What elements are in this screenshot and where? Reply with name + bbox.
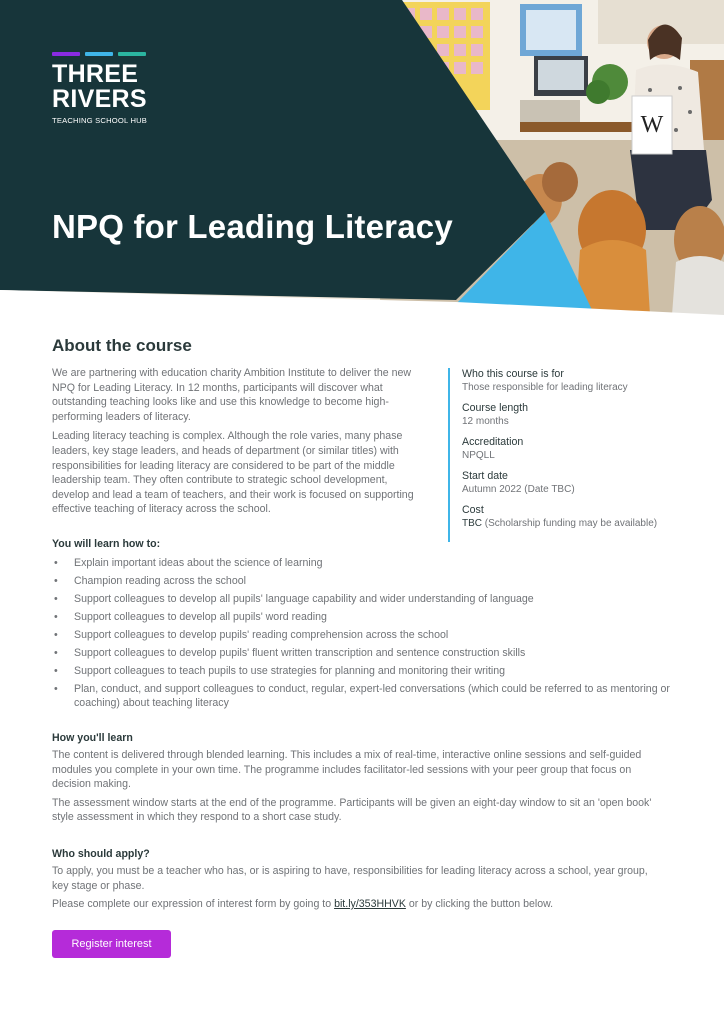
how-paragraph-1: The content is delivered through blended learning. This includes a mix of real-time, interactive online sessions and self-guided modules you complete in your own time. The programme includes facilitator-led sessions with your peer group that focus on decision making. [52, 749, 642, 791]
fact-label: Start date [462, 470, 508, 482]
logo-line-2: RIVERS [52, 85, 147, 113]
list-item: • Plan, conduct, and support colleagues to conduct, regular, expert-led conversations (which could be referred to as mentoring or coaching) about teaching literacy [52, 682, 672, 710]
fact-value: Those responsible for leading literacy [462, 382, 628, 393]
cost-note: (Scholarship funding may be available) [482, 518, 658, 529]
register-interest-button[interactable]: Register interest [52, 930, 171, 958]
fact-value: Autumn 2022 (Date TBC) [462, 484, 575, 495]
fact-accreditation [462, 436, 678, 462]
fact-label: Accreditation [462, 436, 524, 448]
three-rivers-logo [52, 52, 162, 125]
apply-paragraph: To apply, you must be a teacher who has, or is aspiring to have, responsibilities for leading literacy across a school, year group, key stage or phase. [52, 865, 648, 892]
about-paragraph-2: Leading literacy teaching is complex. Although the role varies, many phase leaders, key stage leaders, and heads of department (or similar titles) with responsibilities for leading literacy are considered to be part of the middle leadership team. They often contribute to strategic school development, develop and lead a team of teachers, and their work is focused on supporting effective teaching of literacy across the school. [52, 430, 414, 516]
apply-heading: Who should apply? [52, 848, 150, 860]
about-heading: About the course [52, 336, 192, 355]
interest-form-link[interactable]: bit.ly/353HHVK [334, 898, 406, 911]
how-heading: How you'll learn [52, 732, 133, 744]
cost-strong: TBC [462, 518, 482, 529]
logo-bar-teal [118, 52, 146, 56]
fact-value [462, 517, 678, 530]
logo-line-1: THREE [52, 60, 139, 88]
page-title: NPQ for Leading Literacy [52, 208, 453, 245]
list-item: • Support colleagues to develop pupils' reading comprehension across the school [52, 628, 672, 642]
hero-banner [0, 0, 724, 315]
list-item: • Support colleagues to develop all pupils' word reading [52, 610, 672, 624]
fact-start-date [462, 470, 678, 496]
fact-label: Course length [462, 402, 528, 414]
list-item: • Explain important ideas about the science of learning [52, 556, 672, 570]
logo-subtitle: TEACHING SCHOOL HUB [52, 116, 148, 125]
fact-value: NPQLL [462, 450, 495, 461]
cta-after: or by clicking the button below. [405, 898, 554, 911]
list-item: • Support colleagues to develop pupils' fluent written transcription and sentence construction skills [52, 646, 672, 660]
card-letter: W [640, 112, 664, 138]
logo-bar-blue [85, 52, 113, 56]
list-item: • Support colleagues to teach pupils to use strategies for planning and monitoring their writing [52, 664, 672, 678]
logo-bar-purple [52, 52, 80, 56]
course-facts-panel [448, 368, 678, 542]
list-item: • Support colleagues to develop all pupils' language capability and wider understanding of language [52, 592, 672, 606]
how-text [52, 748, 652, 829]
cta-before: Please complete our expression of interest form by going to [52, 898, 335, 911]
classroom-photo [0, 0, 724, 315]
how-paragraph-2: The assessment window starts at the end of the programme. Participants will be given an eight-day window to sit an 'open book' style assessment in which they respond to a short case study. [52, 796, 652, 824]
learn-list [52, 556, 672, 714]
fact-cost [462, 504, 678, 530]
fact-length [462, 402, 678, 428]
logo-color-bars [52, 52, 162, 56]
list-item: • Champion reading across the school [52, 574, 672, 588]
apply-text [52, 864, 652, 916]
learn-heading: You will learn how to: [52, 538, 161, 550]
about-paragraph-1: We are partnering with education charity Ambition Institute to deliver the new NPQ for Leading Literacy. In 12 months, participants will discover what outstanding teaching looks like and use this knowledge to become high-performing leaders of literacy. [52, 367, 412, 423]
fact-audience [462, 368, 678, 394]
fact-value: 12 months [462, 416, 509, 427]
apply-cta-line [52, 897, 652, 912]
fact-label: Cost [462, 504, 484, 516]
about-text [52, 366, 422, 522]
fact-label: Who this course is for [462, 368, 564, 380]
